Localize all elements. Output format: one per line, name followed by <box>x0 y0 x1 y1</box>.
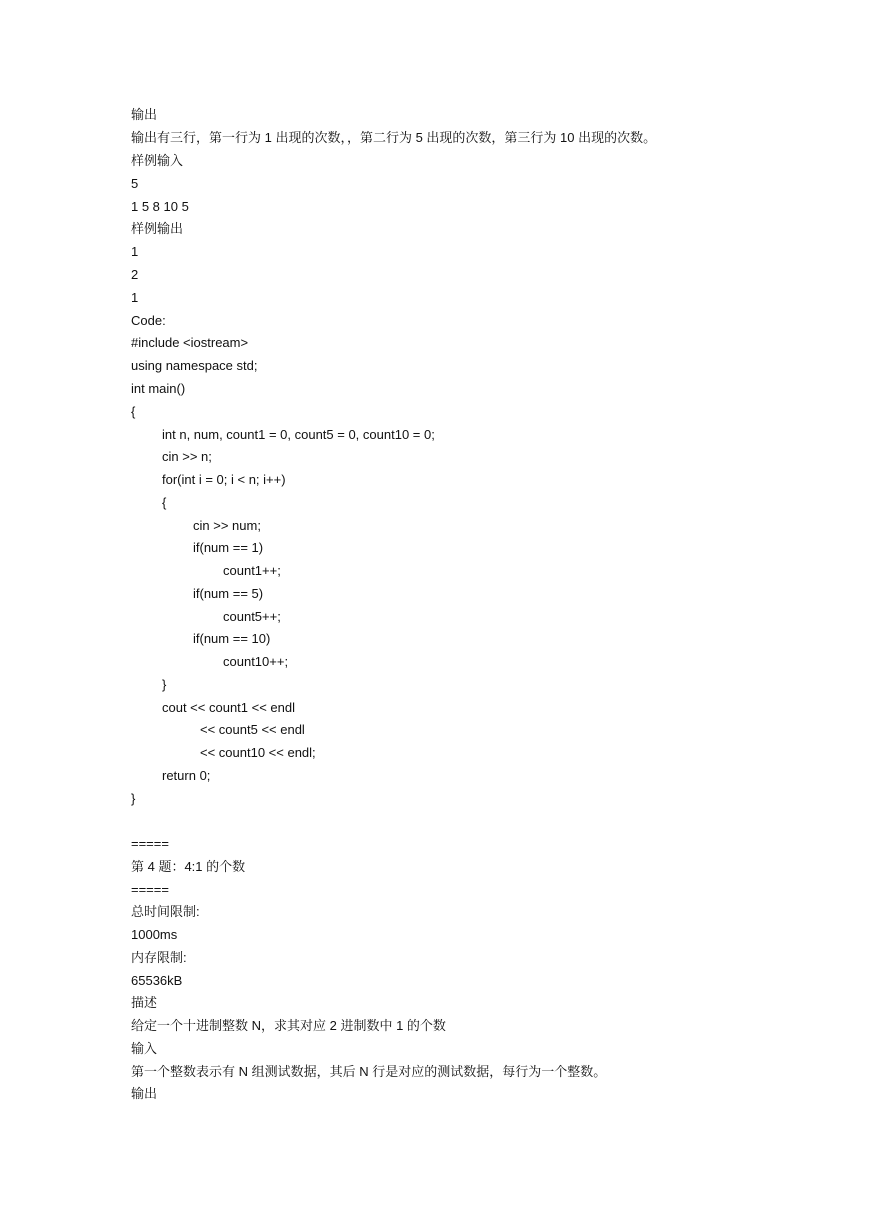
sample-output-line: 1 <box>131 290 139 305</box>
sample-output-line: 2 <box>131 267 139 282</box>
code-line: } <box>162 677 167 692</box>
code-line: if(num == 1) <box>193 540 264 555</box>
output-description: 输出有三行，第一行为 1 出现的次数，，第二行为 5 出现的次数，第三行为 10 出现的次数。 <box>131 130 657 145</box>
code-line: count5++; <box>223 609 281 624</box>
sample-input-line: 1 5 8 10 5 <box>131 199 189 214</box>
code-line: cin >> n; <box>162 449 212 464</box>
code-line: count10++; <box>223 654 289 669</box>
separator: ===== <box>131 836 169 851</box>
description-text: 给定一个十进制整数 N，求其对应 2 进制数中 1 的个数 <box>131 1018 446 1033</box>
code-label: Code: <box>131 313 166 328</box>
section-heading-sample-input: 样例输入 <box>131 153 184 168</box>
section-heading-input: 输入 <box>131 1041 158 1056</box>
input-description: 第一个整数表示有 N 组测试数据，其后 N 行是对应的测试数据，每行为一个整数。 <box>131 1064 607 1079</box>
code-line: cin >> num; <box>193 518 261 533</box>
section-heading-description: 描述 <box>131 995 158 1010</box>
code-line: { <box>162 495 167 510</box>
code-line: << count10 << endl; <box>200 745 316 760</box>
memory-limit-value: 65536kB <box>131 973 183 988</box>
problem-title: 第 4 题：4:1 的个数 <box>131 859 246 874</box>
code-line: using namespace std; <box>131 358 258 373</box>
sample-output-line: 1 <box>131 244 139 259</box>
code-line: { <box>131 404 136 419</box>
code-line: int n, num, count1 = 0, count5 = 0, count10 = 0; <box>162 427 435 442</box>
code-line: int main() <box>131 381 186 396</box>
code-line: if(num == 10) <box>193 631 271 646</box>
separator: ===== <box>131 882 169 897</box>
code-line: << count5 << endl <box>200 722 305 737</box>
sample-input-line: 5 <box>131 176 139 191</box>
code-line: cout << count1 << endl <box>162 700 295 715</box>
code-line: if(num == 5) <box>193 586 264 601</box>
code-line: } <box>131 791 136 806</box>
code-line: #include <iostream> <box>131 335 249 350</box>
section-heading-sample-output: 样例输出 <box>131 221 184 236</box>
code-line: for(int i = 0; i < n; i++) <box>162 472 286 487</box>
memory-limit-label: 内存限制: <box>131 950 187 965</box>
code-line: return 0; <box>162 768 211 783</box>
code-line: count1++; <box>223 563 281 578</box>
time-limit-label: 总时间限制: <box>131 904 200 919</box>
section-heading-output: 输出 <box>131 107 158 122</box>
time-limit-value: 1000ms <box>131 927 178 942</box>
section-heading-output: 输出 <box>131 1086 158 1101</box>
